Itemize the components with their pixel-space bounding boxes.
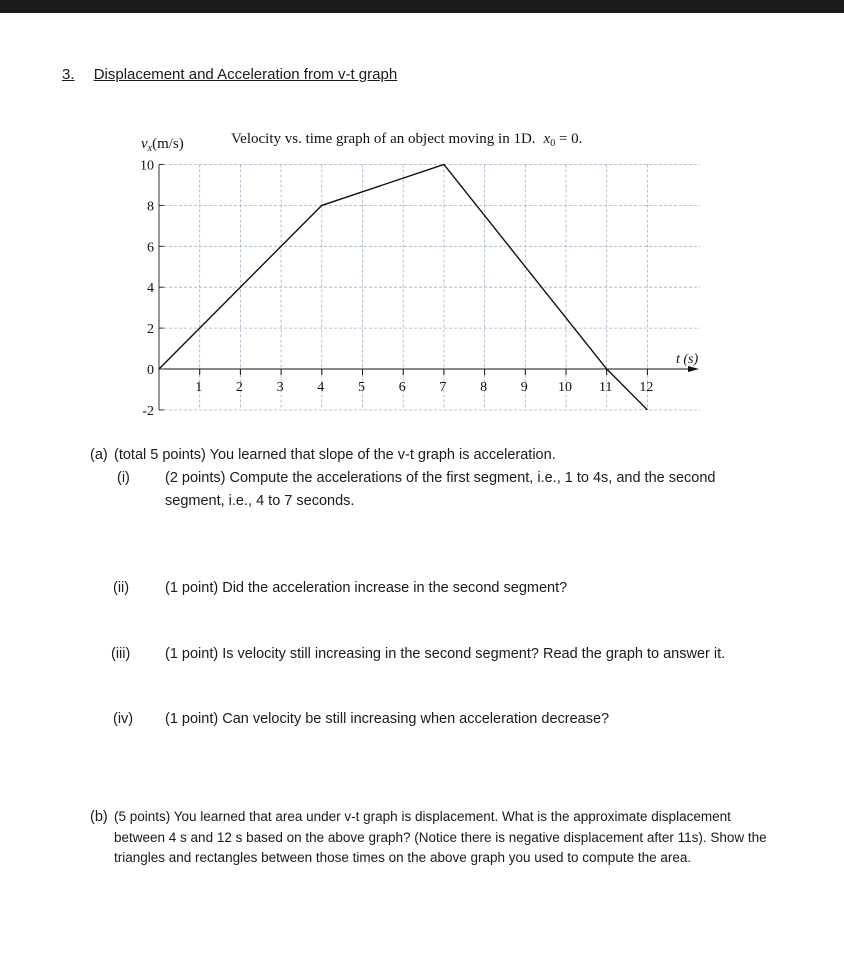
chart-title: Velocity vs. time graph of an object moving in 1D. $x_0 = 0$.	[231, 131, 583, 149]
y-tick-label-2: 2	[147, 322, 154, 338]
problem-number: 3.	[62, 66, 75, 83]
x-axis-label: t (s)	[676, 352, 699, 367]
part-a-label: (a)	[90, 447, 108, 463]
question-iii-text: (1 point) Is velocity still increasing in the second segment? Read the graph to answer it.	[165, 646, 726, 662]
part-b-line-2: between 4 s and 12 s based on the above graph? (Notice there is negative displacement after 11s). Show the	[114, 829, 767, 845]
y-axis-label: $v_x(m/s)$	[141, 136, 184, 154]
question-iv-text: (1 point) Can velocity be still increasing when acceleration decrease?	[165, 711, 610, 727]
x-tick-label-11: 11	[598, 380, 613, 395]
question-i-text: (2 points) Compute the accelerations of the first segment, i.e., 1 to 4s, and the second	[165, 470, 716, 486]
question-iv	[113, 708, 813, 732]
part-b-line-3: triangles and rectangles between those times on the above graph you used to compute the area.	[114, 850, 692, 865]
x-tick-label-3: 3	[276, 380, 284, 395]
y-tick-label-6: 6	[147, 240, 154, 256]
x-tick-label-10: 10	[558, 380, 572, 395]
y-tick-label-4: 4	[147, 281, 154, 297]
x-tick-label-7: 7	[439, 380, 447, 395]
x-tick-label-5: 5	[358, 380, 365, 395]
part-b-label: (b)	[90, 809, 108, 825]
question-ii	[113, 577, 813, 601]
x-tick-label-8: 8	[480, 380, 488, 395]
question-i-text-cont: segment, i.e., 4 to 7 seconds.	[165, 493, 355, 509]
x-tick-label-12: 12	[639, 380, 654, 395]
velocity-time-chart	[0, 0, 844, 440]
problem-title: Displacement and Acceleration from v-t graph	[93, 66, 398, 83]
question-i	[117, 467, 817, 513]
part-b-line-1: (5 points) You learned that area under v-t graph is displacement. What is the approximate displacement	[114, 809, 731, 824]
x-tick-label-9: 9	[520, 380, 528, 395]
question-iii	[111, 643, 821, 667]
question-i-label: (i)	[117, 470, 130, 486]
question-iii-label: (iii)	[111, 646, 131, 662]
question-iv-label: (iv)	[113, 711, 134, 727]
y-tick-label-0: 0	[147, 363, 154, 378]
chart-ticks	[140, 159, 653, 419]
y-tick-label--2: -2	[142, 403, 154, 419]
part-a-text: (total 5 points) You learned that slope of the v-t graph is acceleration.	[114, 447, 556, 463]
x-tick-label-6: 6	[398, 380, 406, 395]
part-b	[90, 807, 820, 871]
x-tick-label-2: 2	[235, 380, 243, 395]
part-a	[90, 444, 810, 468]
question-ii-text: (1 point) Did the acceleration increase in the second segment?	[165, 580, 568, 596]
question-ii-label: (ii)	[113, 580, 130, 596]
y-tick-label-8: 8	[147, 199, 154, 215]
y-tick-label-10: 10	[140, 158, 154, 174]
x-tick-label-1: 1	[195, 380, 203, 395]
x-tick-label-4: 4	[317, 380, 325, 395]
